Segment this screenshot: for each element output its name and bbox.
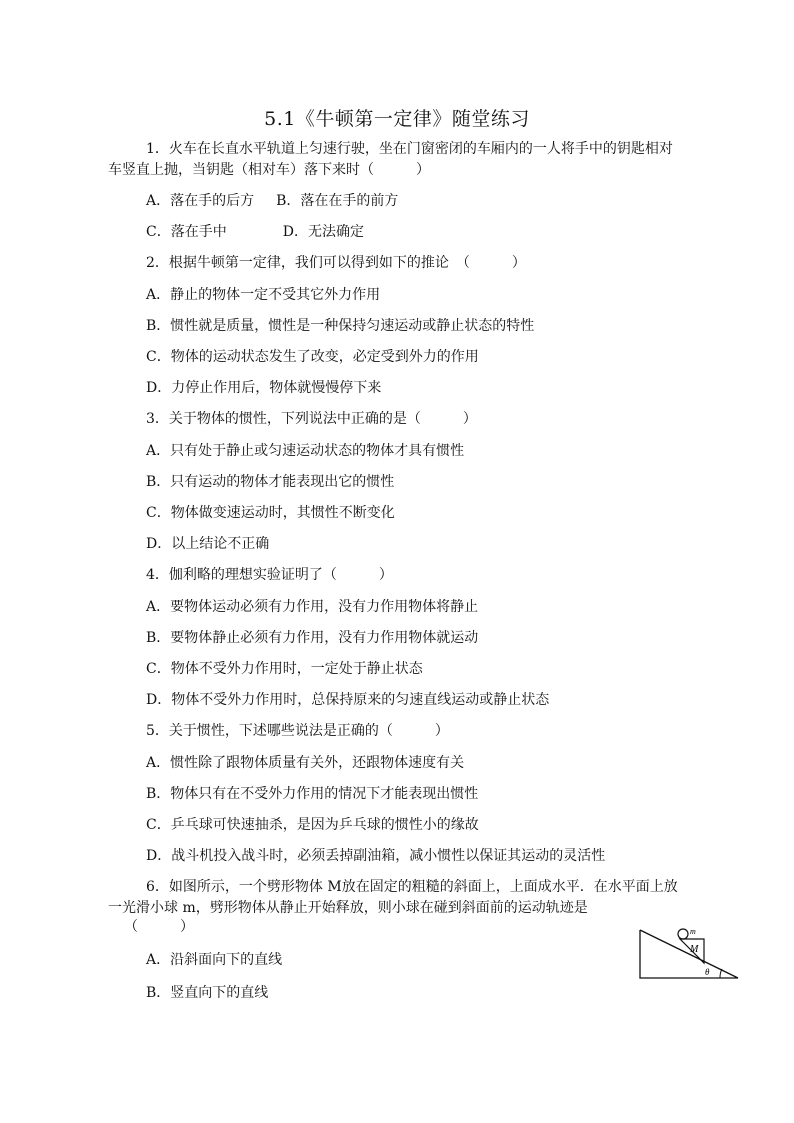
question-6-stem: 6．如图所示，一个劈形物体 M放在固定的粗糙的斜面上，上面成水平．在水平面上放 (146, 879, 678, 895)
q3-option-d: D．以上结论不正确 (146, 536, 270, 552)
q3-option-b: B．只有运动的物体才能表现出它的惯性 (146, 474, 395, 490)
q5-option-b: B．物体只有在不受外力作用的情况下才能表现出惯性 (146, 786, 479, 802)
q3-option-a: A．只有处于静止或匀速运动状态的物体才具有惯性 (146, 443, 465, 459)
incline-outline (640, 930, 738, 978)
page-title: 5.1《牛顿第一定律》随堂练习 (264, 108, 530, 130)
question-1-stem: 1．火车在长直水平轨道上匀速行驶，坐在门窗密闭的车厢内的一人将手中的钥匙相对 (146, 141, 673, 157)
q5-option-d: D．战斗机投入战斗时，必须丢掉副油箱，减小惯性以保证其运动的灵活性 (146, 848, 606, 864)
question-2-stem: 2．根据牛顿第一定律，我们可以得到如下的推论 （ ） (146, 255, 526, 271)
question-5-stem: 5．关于惯性，下述哪些说法是正确的（ ） (146, 723, 449, 739)
q1-option-b: B．落在在手的前方 (276, 193, 399, 209)
q4-option-a: A．要物体运动必须有力作用，没有力作用物体将静止 (146, 599, 479, 615)
q5-option-a: A．惯性除了跟物体质量有关外，还跟物体速度有关 (146, 755, 465, 771)
ball (678, 929, 688, 939)
q3-option-c: C．物体做变速运动时，其惯性不断变化 (146, 505, 395, 521)
q4-option-c: C．物体不受外力作用时，一定处于静止状态 (146, 661, 423, 677)
q1-option-d: D．无法确定 (282, 224, 364, 240)
question-4-stem: 4．伽利略的理想实验证明了（ ） (146, 567, 393, 583)
question-6-answer-blank: （ ） (124, 919, 194, 935)
q6-option-a: A．沿斜面向下的直线 (146, 952, 283, 968)
incline-wedge-figure (636, 926, 742, 982)
q2-option-d: D．力停止作用后，物体就慢慢停下来 (146, 380, 382, 396)
question-1-options-row-1 (146, 191, 398, 211)
question-1-options-row-2 (146, 222, 364, 242)
angle-label: θ (705, 967, 710, 977)
question-1-stem-cont: 车竖直上抛，当钥匙（相对车）落下来时（ ） (108, 162, 430, 178)
q6-option-b: B．竖直向下的直线 (146, 985, 269, 1001)
wedge-label: M (690, 944, 699, 955)
question-3-stem: 3．关于物体的惯性，下列说法中正确的是（ ） (146, 411, 477, 427)
ball-label: m (690, 927, 696, 936)
q2-option-c: C．物体的运动状态发生了改变，必定受到外力的作用 (146, 349, 479, 365)
q4-option-b: B．要物体静止必须有力作用，没有力作用物体就运动 (146, 630, 479, 646)
angle-arc (720, 969, 722, 978)
q1-option-c: C．落在手中 (146, 224, 227, 240)
q4-option-d: D．物体不受外力作用时，总保持原来的匀速直线运动或静止状态 (146, 692, 550, 708)
q1-option-a: A．落在手的后方 (146, 193, 255, 209)
q5-option-c: C．乒乓球可快速抽杀，是因为乒乓球的惯性小的缘故 (146, 817, 479, 833)
q2-option-a: A．静止的物体一定不受其它外力作用 (146, 287, 381, 303)
q2-option-b: B．惯性就是质量，惯性是一种保持匀速运动或静止状态的特性 (146, 318, 535, 334)
question-6-stem-cont: 一光滑小球 m，劈形物体从静止开始释放，则小球在碰到斜面前的运动轨迹是 (108, 900, 588, 916)
